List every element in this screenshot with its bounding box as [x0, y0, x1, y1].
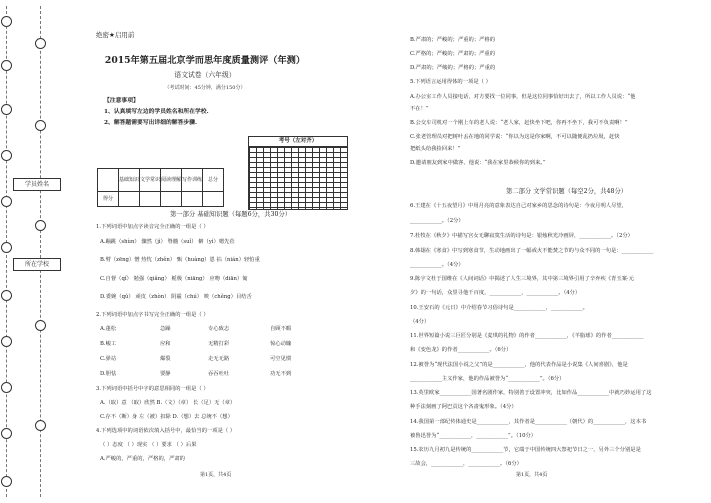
q11-cont: 和《变色龙》的作者____________。（6分）: [410, 347, 512, 353]
page-left: [60, 0, 350, 503]
q2-option: D.胆怯: [100, 371, 117, 377]
binding-hole: [35, 420, 46, 431]
score-cell[interactable]: [161, 192, 182, 207]
q14-cont: 被鲁迅誉为“____________，____________”。（10分）: [410, 433, 537, 439]
q2-word: 爆裂: [160, 356, 171, 362]
q12-cont: ____________主义作家，他的作品被誉为“____________”。（6分）: [410, 376, 565, 382]
score-cell[interactable]: [140, 192, 161, 207]
score-cell[interactable]: [182, 192, 203, 207]
q1-stem: 1.下列词语中加点字读音完全正确的一组是（ ）: [96, 224, 209, 230]
q2-word: 走无无路: [208, 356, 230, 362]
binding-hole: [1, 16, 12, 27]
q2-word: 可空见惯: [270, 356, 292, 362]
q4-stem: 4.下列选项中的词语依次填入括号中，最恰当的一项是（ ）: [96, 428, 236, 434]
score-header: 写作训练: [182, 169, 203, 192]
part1-heading: 第一部分 基础知识题（每题6分，共30分）: [170, 211, 292, 218]
q12: 12.被誉为“现代法国小说之父”的是____________，他的代表作品是小说集《人间喜剧》，他是: [410, 362, 628, 368]
q2-word: 吞吞吐吐: [208, 371, 230, 377]
binding-hole: [1, 290, 12, 301]
q4-blanks: （ ）态度 （ ）现实 （ ）要求 （ ）后果: [100, 442, 197, 448]
q11: 11.世界短篇小说三巨匠分别是《麦琪的礼物》的作者____________，《羊脂球》的作者____________: [410, 333, 644, 339]
score-cell[interactable]: [119, 192, 140, 207]
binding-hole: [1, 150, 12, 161]
q9-cont: 夕》的一句话，众里寻他千百度，____________，____________。（4分）: [410, 290, 581, 296]
page-footer-right: 第1页，共4页: [516, 472, 548, 478]
exam-time-note: （考试时间：45分钟，满分150分）: [164, 85, 246, 91]
notice-item: 1、认真填写左边的学员姓名和所在学校.: [104, 109, 209, 115]
q4-option-d: D.严肃的；严峻的；严格的；严重的: [410, 65, 496, 71]
q14: 14.我国第一部纪传体通史是____________，其作者是____________（朝代）的____________，这本书: [410, 419, 647, 425]
q4-option-c: C.严格的；严峻的；严肃的；严重的: [410, 51, 496, 57]
student-name-box[interactable]: 学员姓名: [13, 178, 61, 191]
secret-label: 绝密★启用前: [96, 31, 135, 39]
exam-number-box[interactable]: [248, 136, 348, 210]
q3-options-cd: C.存不（断）身 左（被）扣除 D.（想）去 总统不（想）: [100, 414, 233, 420]
binding-hole: [1, 336, 12, 347]
q2-word: 惊心动魄: [270, 341, 292, 347]
q2-word: 自顾不暇: [270, 326, 292, 332]
q13: 13.英里欧家____________国著名剧作家，特别善于设置冲突，比如作品____________中就巧妙运用了这: [410, 390, 652, 396]
score-header: 基础知识: [119, 169, 140, 192]
score-header: 文学常识: [140, 169, 161, 192]
q8: 8.韩翃在《寒食》中写到寒食节，生动地画出了一幅戒火不能焚之节的与众不同的一句是：____________: [410, 248, 654, 254]
q3-stem: 3.下列词语中括号中字的意思相同的一组是（ ）: [96, 386, 209, 392]
q9: 9.陈宇文杜于国维在《人间词话》中揭述了人生三境界，其中第三境界引用了辛弃疾《青玉案·元: [410, 276, 634, 282]
binding-hole: [35, 320, 46, 331]
q13-cont: 种手法刻画了阿巴贡这个吝啬鬼形象。（4分）: [410, 404, 517, 410]
q15: 15.农历九月初九是传统的____________节，它端于中国传统四大祭祀节日之一，另外三个分别是是: [410, 447, 641, 453]
q7: 7.杜牧在《秋夕》中描写宫女无聊寂寞生活的诗句是：银烛秋光冷画屏，____________。（2分）: [410, 233, 633, 239]
score-header: 阅读理解: [161, 169, 182, 192]
q1-option-b: B.臂（zēng）憎 热忱（zhěn） 甄（huàng）恩 拈（nián）轻怕重: [100, 257, 260, 263]
q6-cont: ____________。（2分）: [410, 218, 464, 224]
binding-hole: [1, 476, 12, 487]
q8-cont: ____________。（4分）: [410, 262, 464, 268]
exam-title: 2015年第五届北京学而思年度质量测评（年测）: [104, 55, 306, 66]
binding-hole: [1, 242, 12, 253]
q2-word: 无精打彩: [208, 341, 230, 347]
notice-heading: 【注意事项】: [104, 98, 139, 104]
score-cell[interactable]: [203, 192, 224, 207]
binding-hole: [35, 38, 46, 49]
q2-stem: 2.下列词语中加点字书写完全正确的一组是（ ）: [96, 312, 209, 318]
q3-options-ab: A.（取）意 （取）欣然 B.（文）（章） 长（足）无（章）: [100, 400, 236, 406]
q2-word: 急躁: [160, 326, 171, 332]
q1-option-c: C.自督（qǐ） 勉强（qiǎng） 栀极（niāng） 应吻（diān）匍: [100, 276, 248, 282]
q2-option: A.蓬松: [100, 326, 117, 332]
q15-cont: 三故会，____________，____________。（6分）: [410, 461, 522, 467]
exam-subtitle: 语文试卷（六年级）: [174, 71, 236, 79]
q2-word: 专心致志: [208, 326, 230, 332]
q2-word: 要静: [160, 371, 171, 377]
q2-option: C.驿站: [100, 356, 117, 362]
q1-option-d: D.委婉（qǔ） 顽皮（zhòn） 阴霾（chú） 啖（chěng）目结舌: [100, 294, 252, 300]
q2-word: 功无不到: [270, 371, 292, 377]
binding-margin: [0, 0, 49, 503]
q5-option-c: C.张老管理员对把树叶丢在地的同学说：“你以为这是你家啊，不可以随便乱扔垃圾，赶快: [410, 134, 620, 140]
binding-hole: [1, 196, 12, 207]
page-footer-left: 第1页，共4页: [200, 472, 232, 478]
school-box[interactable]: 所在学校: [13, 258, 61, 271]
q6: 6.王建在《十五夜望月》中用月亮的意象表达自己对家乡的思念的诗句是：今夜月明人尽望，: [410, 203, 627, 209]
q2-option: B.峻工: [100, 341, 117, 347]
score-header: [98, 169, 119, 192]
q5-option-a: A.办公室工作人员接电话，对方要找一位同事，但是这位同事恰好出去了，所以工作人员说：“他: [410, 94, 636, 100]
page-right: [408, 0, 708, 503]
q1-option-a: A.蹦跳（shùn） 骤然（jì） 脊髓（suǐ） 僻（yì）嗯先莅: [100, 239, 235, 245]
binding-hole: [35, 220, 46, 231]
q10: 10.王安石的《元日》中介绍春节习俗诗句是____________，____________。: [410, 305, 588, 311]
q4-option-b: B.严肃的；严峻的；严重的；严格的: [410, 37, 496, 43]
score-header: 总分: [203, 169, 224, 192]
exam-number-grid[interactable]: [249, 147, 347, 209]
binding-hole: [35, 120, 46, 131]
binding-hole: [1, 60, 12, 71]
exam-number-label: 考号（左对齐）: [249, 137, 347, 147]
q5-option-c-cont: 把纸头给我捡回来！”: [410, 146, 461, 152]
binding-hole: [1, 104, 12, 115]
notice-item: 2、解答题需要写出详细的解答步骤.: [104, 120, 198, 126]
q4-option-a: A.严峻的，严重的，严格的，严肃的: [100, 456, 185, 462]
q5-stem: 5.下列语言运用得体的一项是（ ）: [410, 79, 491, 85]
binding-hole: [1, 428, 12, 439]
q5-option-d: D.邀请朋友到家中做客，他说：“我在家里恭候你的到来。”: [410, 160, 546, 166]
binding-hole: [1, 382, 12, 393]
q5-option-a-cont: 不在！”: [410, 106, 429, 112]
q2-word: 应和: [160, 341, 171, 347]
q5-option-b: B.公交车司机对一个刚上车的老人说：“老人家，赶快坐下吧，你再不坐下，我可不负责啊！”: [410, 120, 628, 126]
score-row-label: 得分: [98, 192, 119, 207]
q10-cont: （4分）: [410, 319, 430, 325]
score-table: [97, 168, 224, 207]
part2-heading: 第二部分 文学常识题（每空2分，共48分）: [506, 188, 628, 195]
